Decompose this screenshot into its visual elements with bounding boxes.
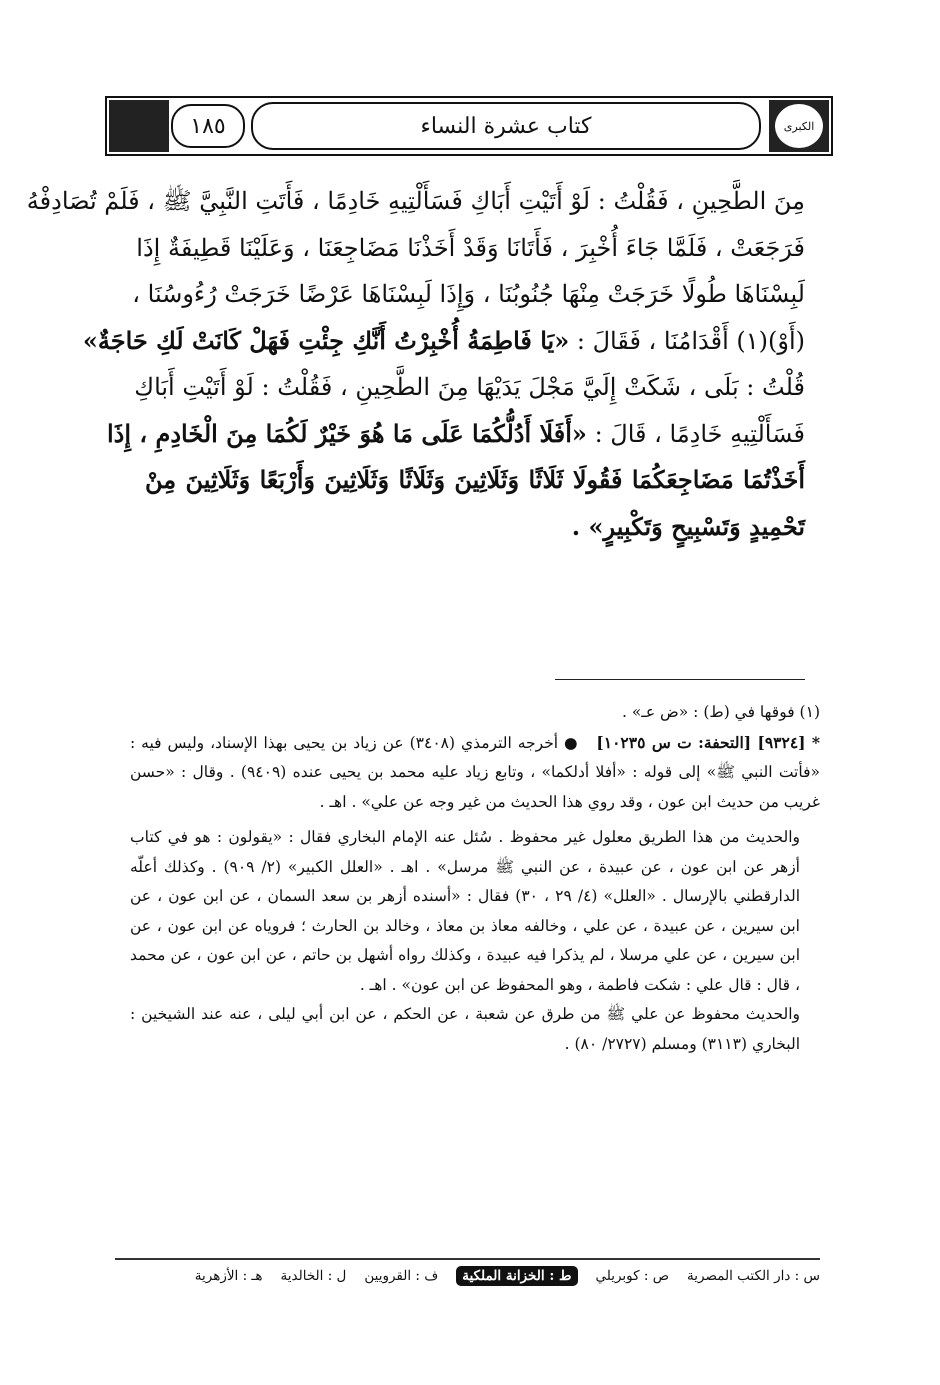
footnote-1: (١) فوقها في (ط) : «ض عـ» . [621,703,820,721]
text-segment: قُلْتُ : بَلَى ، شَكَتْ إِلَيَّ مَجْلَ يَدَيْهَا مِنَ الطَّحِينِ ، فَقُلْتُ : لَوْ أَتَيْتِ أَبَاكِ [134,373,805,401]
seal-ornament [769,100,829,152]
page-header [105,96,833,156]
text-line [145,504,805,551]
text-line [107,411,805,458]
legend-item: هـ : الأزهرية [194,1268,263,1284]
text-segment: مِنَ الطَّحِينِ ، فَقُلْتُ : لَوْ أَتَيْتِ أَبَاكِ فَسَأَلْتِيهِ خَادِمًا ، فَأَتَتِ النَّبِيَّ ﷺ ، فَلَمْ تُصَادِفْهُ [26,187,805,215]
footnote-separator [555,679,805,680]
text-line [82,318,805,365]
text-line [145,457,805,504]
text-segment: فَرَجَعَتْ ، فَلَمَّا جَاءَ أُخْبِرَ ، فَأَتَانَا وَقَدْ أَخَذْنَا مَضَاجِعَنَا ، وَعَلَيْنَا قَطِيفَةٌ إِذَا [136,233,805,262]
bottom-separator [115,1258,820,1260]
text-line [26,178,805,225]
hadith-quote: أَخَذْتُمَا مَضَاجِعَكُمَا فَقُولَا ثَلَاثًا وَثَلَاثِينَ وَثَلَاثًا وَثَلَاثِينَ وَأَرْبَعًا وَثَلَاثِينَ مِنْ [145,465,805,494]
hadith-quote: «أَفَلَا أَدُلُّكُمَا عَلَى مَا هُوَ خَيْرٌ لَكُمَا مِنَ الْخَادِمِ ، إِذَا [107,418,587,448]
seal-logo: الكبرى [773,102,825,150]
hadith-quote: تَحْمِيدٍ وَتَسْبِيحٍ وَتَكْبِيرٍ» . [571,511,805,541]
reference-id: * [٩٣٢٤] [التحفة: ت س ١٠٢٣٥] [596,732,821,752]
footnotes [130,698,820,1059]
legend-item-highlighted: ط : الخزانة الملكية [456,1266,577,1286]
legend-item: ف : القرويين [364,1268,439,1284]
text-segment: فَسَأَلْتِيهِ خَادِمًا ، قَالَ : [586,419,805,448]
legend-item: ص : كوبريلي [595,1268,670,1284]
header-ornament [109,100,169,152]
manuscript-legend [135,1266,820,1286]
takhrij-text: ● أخرجه الترمذي (٣٤٠٨) عن زياد بن يحيى بهذا الإسناد، وليس فيه : «فأتت النبي ﷺ» إلى قوله : «أفلا أدلكما» ، وتابع زياد عليه محمد بن يحيى عنده (٩٤٠٩) . وقال : «حسن غريب من حديث ابن عون ، وقد روي هذا الحديث من غير وجه عن علي» . اهـ . [130,733,820,811]
takhrij-paragraph [130,728,820,818]
text-line [136,225,805,272]
hadith-quote: «يَا فَاطِمَةُ أُخْبِرْتُ أَنَّكِ جِئْتِ فَهَلْ كَانَتْ لَكِ حَاجَةٌ» [82,325,570,355]
page-number: ١٨٥ [171,104,245,148]
text-line [132,271,805,318]
chapter-title: كتاب عشرة النساء [251,102,761,150]
text-line [134,364,805,411]
text-segment: لَبِسْنَاهَا طُولًا خَرَجَتْ مِنْهَا جُنُوبُنَا ، وَإِذَا لَبِسْنَاهَا عَرْضًا خَرَجَتْ رُءُوسُنَا ، [132,280,805,308]
legend-item: ل : الخالدية [280,1268,347,1284]
legend-item: س : دار الكتب المصرية [687,1268,820,1284]
text-segment: (أَوْ)(١) أَقْدَامُنَا ، فَقَالَ : [569,326,805,355]
commentary-paragraph: والحديث من هذا الطريق معلول غير محفوظ . سُئل عنه الإمام البخاري فقال : «يقولون : هو في كتاب أزهر عن ابن عون ، عن عبيدة ، عن النبي ﷺ مرسل» . اهـ . «العلل الكبير» (٢/ ٩٠٩) . وكذلك أعلّه الدارقطني بالإرسال . «العلل» (٤/ ٢٩ ، ٣٠) فقال : «أسنده أزهر بن سعد السمان ، عن ابن عون ، عن ابن سيرين ، عن عبيدة ، عن علي ، وخالفه معاذ بن معاذ ، وخالد بن الحارث ؛ فروياه عن ابن عون ، عن ابن سيرين ، عن علي مرسلا ، لم يذكرا فيه عبيدة ، وكذلك رواه أشهل بن حاتم ، عن ابن عون ، عن محمد ، قال : قال علي : شكت فاطمة ، وهو المحفوظ عن ابن عون» . اهـ . [130,828,800,994]
commentary-paragraph: والحديث محفوظ عن علي ﷺ من طرق عن شعبة ، عن الحكم ، عن ابن أبي ليلى ، عنه عند الشيخين : البخاري (٣١١٣) ومسلم (٢٧٢٧/ ٨٠) . [130,1005,800,1053]
main-text [26,178,805,550]
